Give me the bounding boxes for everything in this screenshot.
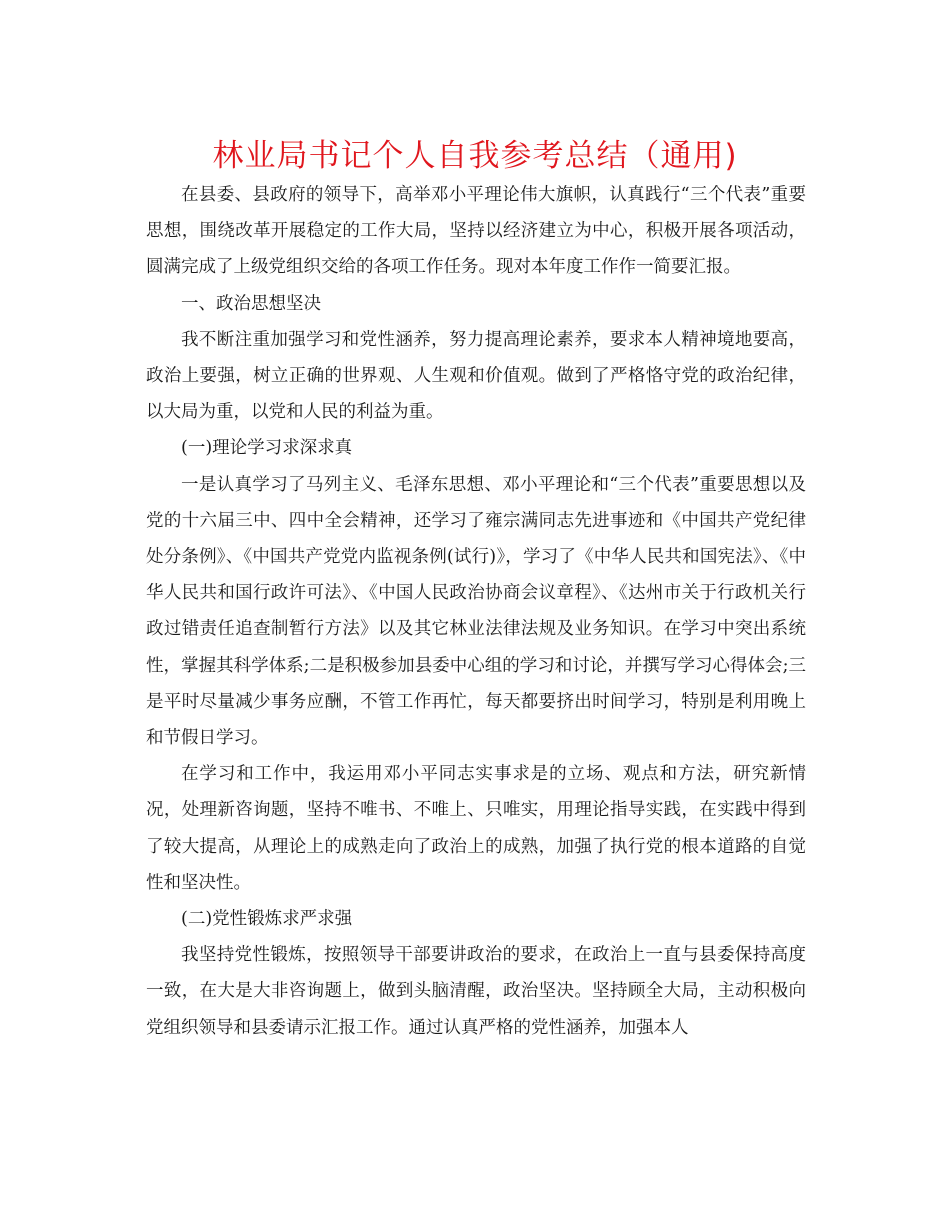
subsection-heading-theory-study: (一)理论学习求深求真 [181,438,353,459]
body-paragraph: 在学习和工作中，我运用邓小平同志实事求是的立场、观点和方法，研究新情况，处理新咨询题，坚持不唯书、不唯上、只唯实，用理论指导实践，在实践中得到了较大提高，从理论上的成熟走向了政治上的成熟，加强了执行党的根本道路的自觉性和坚决性。 [146,764,806,893]
document-title: 林业局书记个人自我参考总结（通用) [212,138,738,174]
body-paragraph: 我不断注重加强学习和党性涵养，努力提高理论素养，要求本人精神境地要高，政治上要强，树立正确的世界观、人生观和价值观。做到了严格恪守党的政治纪律，以大局为重，以党和人民的利益为重。 [146,329,806,423]
body-paragraph: 我坚持党性锻炼，按照领导干部要讲政治的要求，在政治上一直与县委保持高度一致，在大是大非咨询题上，做到头脑清醒，政治坚决。坚持顾全大局，主动积极向党组织领导和县委请示汇报工作。通过认真严格的党性涵养，加强本人 [146,945,806,1038]
intro-paragraph: 在县委、县政府的领导下，高举邓小平理论伟大旗帜，认真践行“三个代表”重要思想，围绕改革开展稳定的工作大局，坚持以经济建立为中心，积极开展各项活动，圆满完成了上级党组织交给的各项工作任务。现对本年度工作作一简要汇报。 [146,185,806,278]
section-heading-political: 一、政治思想坚决 [181,293,321,314]
body-paragraph: 一是认真学习了马列主义、毛泽东思想、邓小平理论和“三个代表”重要思想以及党的十六届三中、四中全会精神，还学习了雍宗满同志先进事迹和《中国共产党纪律处分条例》、《中国共产党党内监视条例(试行)》，学习了《中华人民共和国宪法》、《中华人民共和国行政许可法》、《中国人民政治协商会议章程》、《达州市关于行政机关行政过错责任追查制暂行方法》以及其它林业法律法规及业务知识。在学习中突出系统性，掌握其科学体系;二是积极参加县委中心组的学习和讨论，并撰写学习心得体会;三是平时尽量减少事务应酬，不管工作再忙，每天都要挤出时间学习，特别是利用晚上和节假日学习。 [146,474,806,749]
subsection-heading-party-spirit: (二)党性锻炼求严求强 [181,909,353,930]
document-body [146,177,806,1046]
